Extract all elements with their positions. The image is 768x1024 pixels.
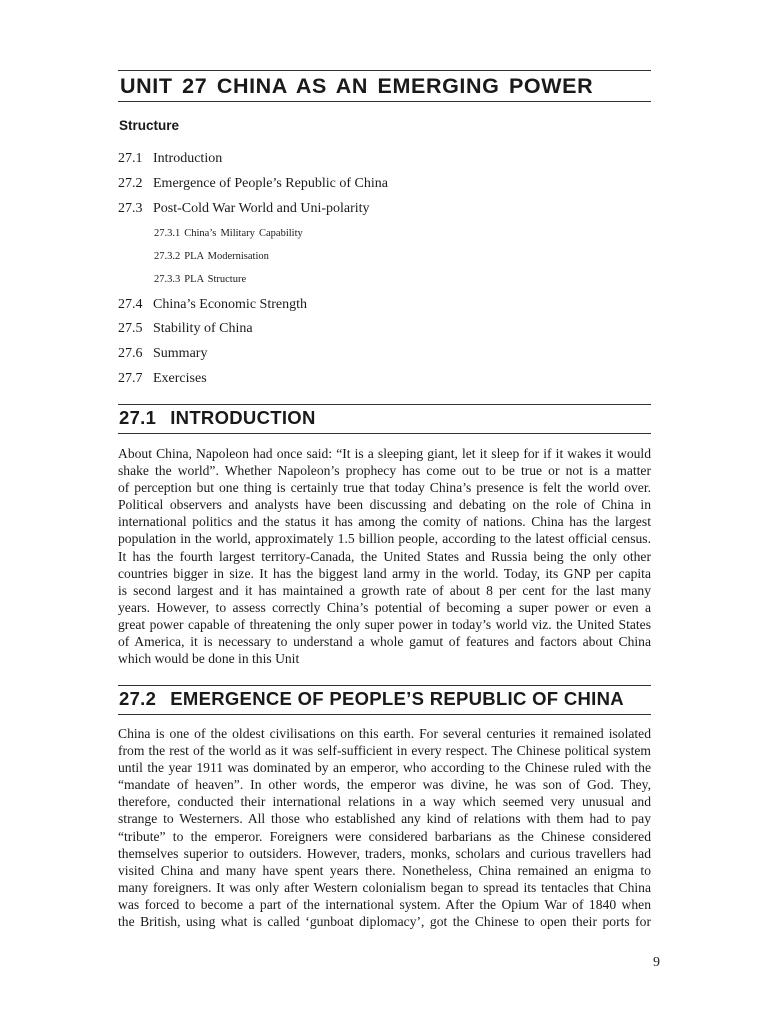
toc-number: 27.3 [118, 201, 143, 216]
toc-number: 27.3.1 [154, 228, 181, 239]
section-title-text: EMERGENCE OF PEOPLE’S REPUBLIC OF CHINA [170, 688, 624, 709]
paragraph-line: from the rest of the world as it was self-sufficient in every respect. The Chinese political system [118, 743, 651, 759]
section-number: 27.2 [119, 688, 157, 709]
section-title-text: INTRODUCTION [170, 407, 316, 428]
toc-item-27-4 [118, 297, 307, 313]
toc-item-27-2 [118, 176, 388, 192]
structure-heading: Structure [119, 118, 180, 133]
section-title [119, 407, 316, 429]
toc-number: 27.5 [118, 321, 143, 336]
paragraph-line: strange to Westerners. All those who established any kind of relations with them had to pay [118, 811, 651, 827]
toc-label: Post-Cold War World and Uni-polarity [153, 201, 370, 216]
toc-label: Emergence of People’s Republic of China [153, 176, 388, 191]
toc-label: China’s Economic Strength [153, 297, 307, 312]
paragraph-line: is second largest and it has maintained a growth rate of about 8 per cent for the last many [118, 582, 651, 598]
toc-number: 27.3.2 [154, 251, 181, 262]
paragraph-line: was forced to become a part of the international system. After the Opium War of 1840 when [118, 896, 651, 912]
paragraph-line: until the year 1911 was dominated by an emperor, who according to the Chinese ruled with the [118, 760, 651, 776]
unit-title: UNIT 27 CHINA AS AN EMERGING POWER [120, 74, 594, 98]
toc-number: 27.7 [118, 371, 143, 386]
toc-label: Introduction [153, 151, 223, 166]
toc-item-27-7 [118, 371, 207, 387]
paragraph-line: countries bigger in size. It has the biggest land army in the world. Today, its GNP per capita [118, 565, 651, 581]
paragraph-line: of perception but one thing is certainly true that today China’s presence is felt the world over. [118, 480, 651, 496]
paragraph-line: shake the world”. Whether Napoleon’s prophecy has come out to be true or not is a matter [118, 463, 651, 479]
unit-header [118, 70, 651, 102]
toc-number: 27.2 [118, 176, 143, 191]
paragraph-line: great power capable of threatening the only super power in today’s world viz. the United States [118, 616, 651, 632]
toc-number: 27.1 [118, 151, 143, 166]
paragraph-line: “mandate of heaven”. In other words, the emperor was divine, he was son of God. They, [118, 777, 651, 793]
paragraph-line: therefore, conducted their international relations in a way which seemed very unusual and [118, 794, 651, 810]
section-header-introduction [118, 404, 651, 434]
emergence-paragraph [118, 725, 651, 930]
toc-item-27-1 [118, 151, 222, 167]
introduction-paragraph [118, 445, 651, 667]
toc-item-27-3 [118, 201, 370, 217]
toc-label: Exercises [153, 371, 207, 386]
toc-subitem-27-3-3 [154, 274, 246, 285]
toc-label: Summary [153, 346, 208, 361]
toc-item-27-6 [118, 346, 207, 362]
toc-label: PLA Modernisation [184, 251, 269, 262]
toc-label: PLA Structure [184, 274, 247, 285]
toc-subitem-27-3-2 [154, 251, 269, 262]
toc-number: 27.3.3 [154, 274, 181, 285]
toc-number: 27.4 [118, 297, 143, 312]
paragraph-line: themselves superior to outsiders. However, traders, monks, scholars and curious travellers had [118, 845, 651, 861]
paragraph-line: of America, it is necessary to understand a whole gamut of features and factors about China [118, 634, 651, 650]
paragraph-line: It has the fourth largest territory-Canada, the United States and Russia being the only other [118, 548, 651, 564]
paragraph-line: years. However, to assess correctly China’s potential of becoming a super power or even a [118, 599, 651, 615]
section-header-emergence [118, 685, 651, 715]
paragraph-line: international politics and the status it has among the comity of nations. China has the largest [118, 514, 651, 530]
toc-label: Stability of China [153, 321, 253, 336]
page-number: 9 [653, 955, 660, 970]
toc-item-27-5 [118, 321, 253, 337]
section-title [119, 688, 624, 710]
paragraph-line: the British, using what is called ‘gunboat diplomacy’, got the Chinese to open their ports for [118, 914, 651, 930]
paragraph-line: many foreigners. It was only after Western colonialism began to spread its tentacles that China [118, 879, 651, 895]
toc-number: 27.6 [118, 346, 143, 361]
toc-label: China’s Military Capability [184, 228, 303, 239]
paragraph-line: “tribute” to the emperor. Foreigners were considered barbarians as the Chinese considered [118, 828, 651, 844]
paragraph-line: population in the world, approximately 1.5 billion people, according to the latest official census. [118, 531, 651, 547]
paragraph-line: Political observers and analysts have been discussing and debating on the role of China in [118, 497, 651, 513]
section-number: 27.1 [119, 407, 157, 428]
paragraph-line: China is one of the oldest civilisations on this earth. For several centuries it remained isolated [118, 726, 651, 741]
paragraph-line: About China, Napoleon had once said: “It is a sleeping giant, let it sleep for if it wakes it would [118, 446, 651, 461]
paragraph-line: visited China and many have spent years there. Nonetheless, China remained an enigma to [118, 862, 651, 878]
paragraph-line: which would be done in this Unit [118, 651, 300, 667]
toc-subitem-27-3-1 [154, 228, 303, 239]
